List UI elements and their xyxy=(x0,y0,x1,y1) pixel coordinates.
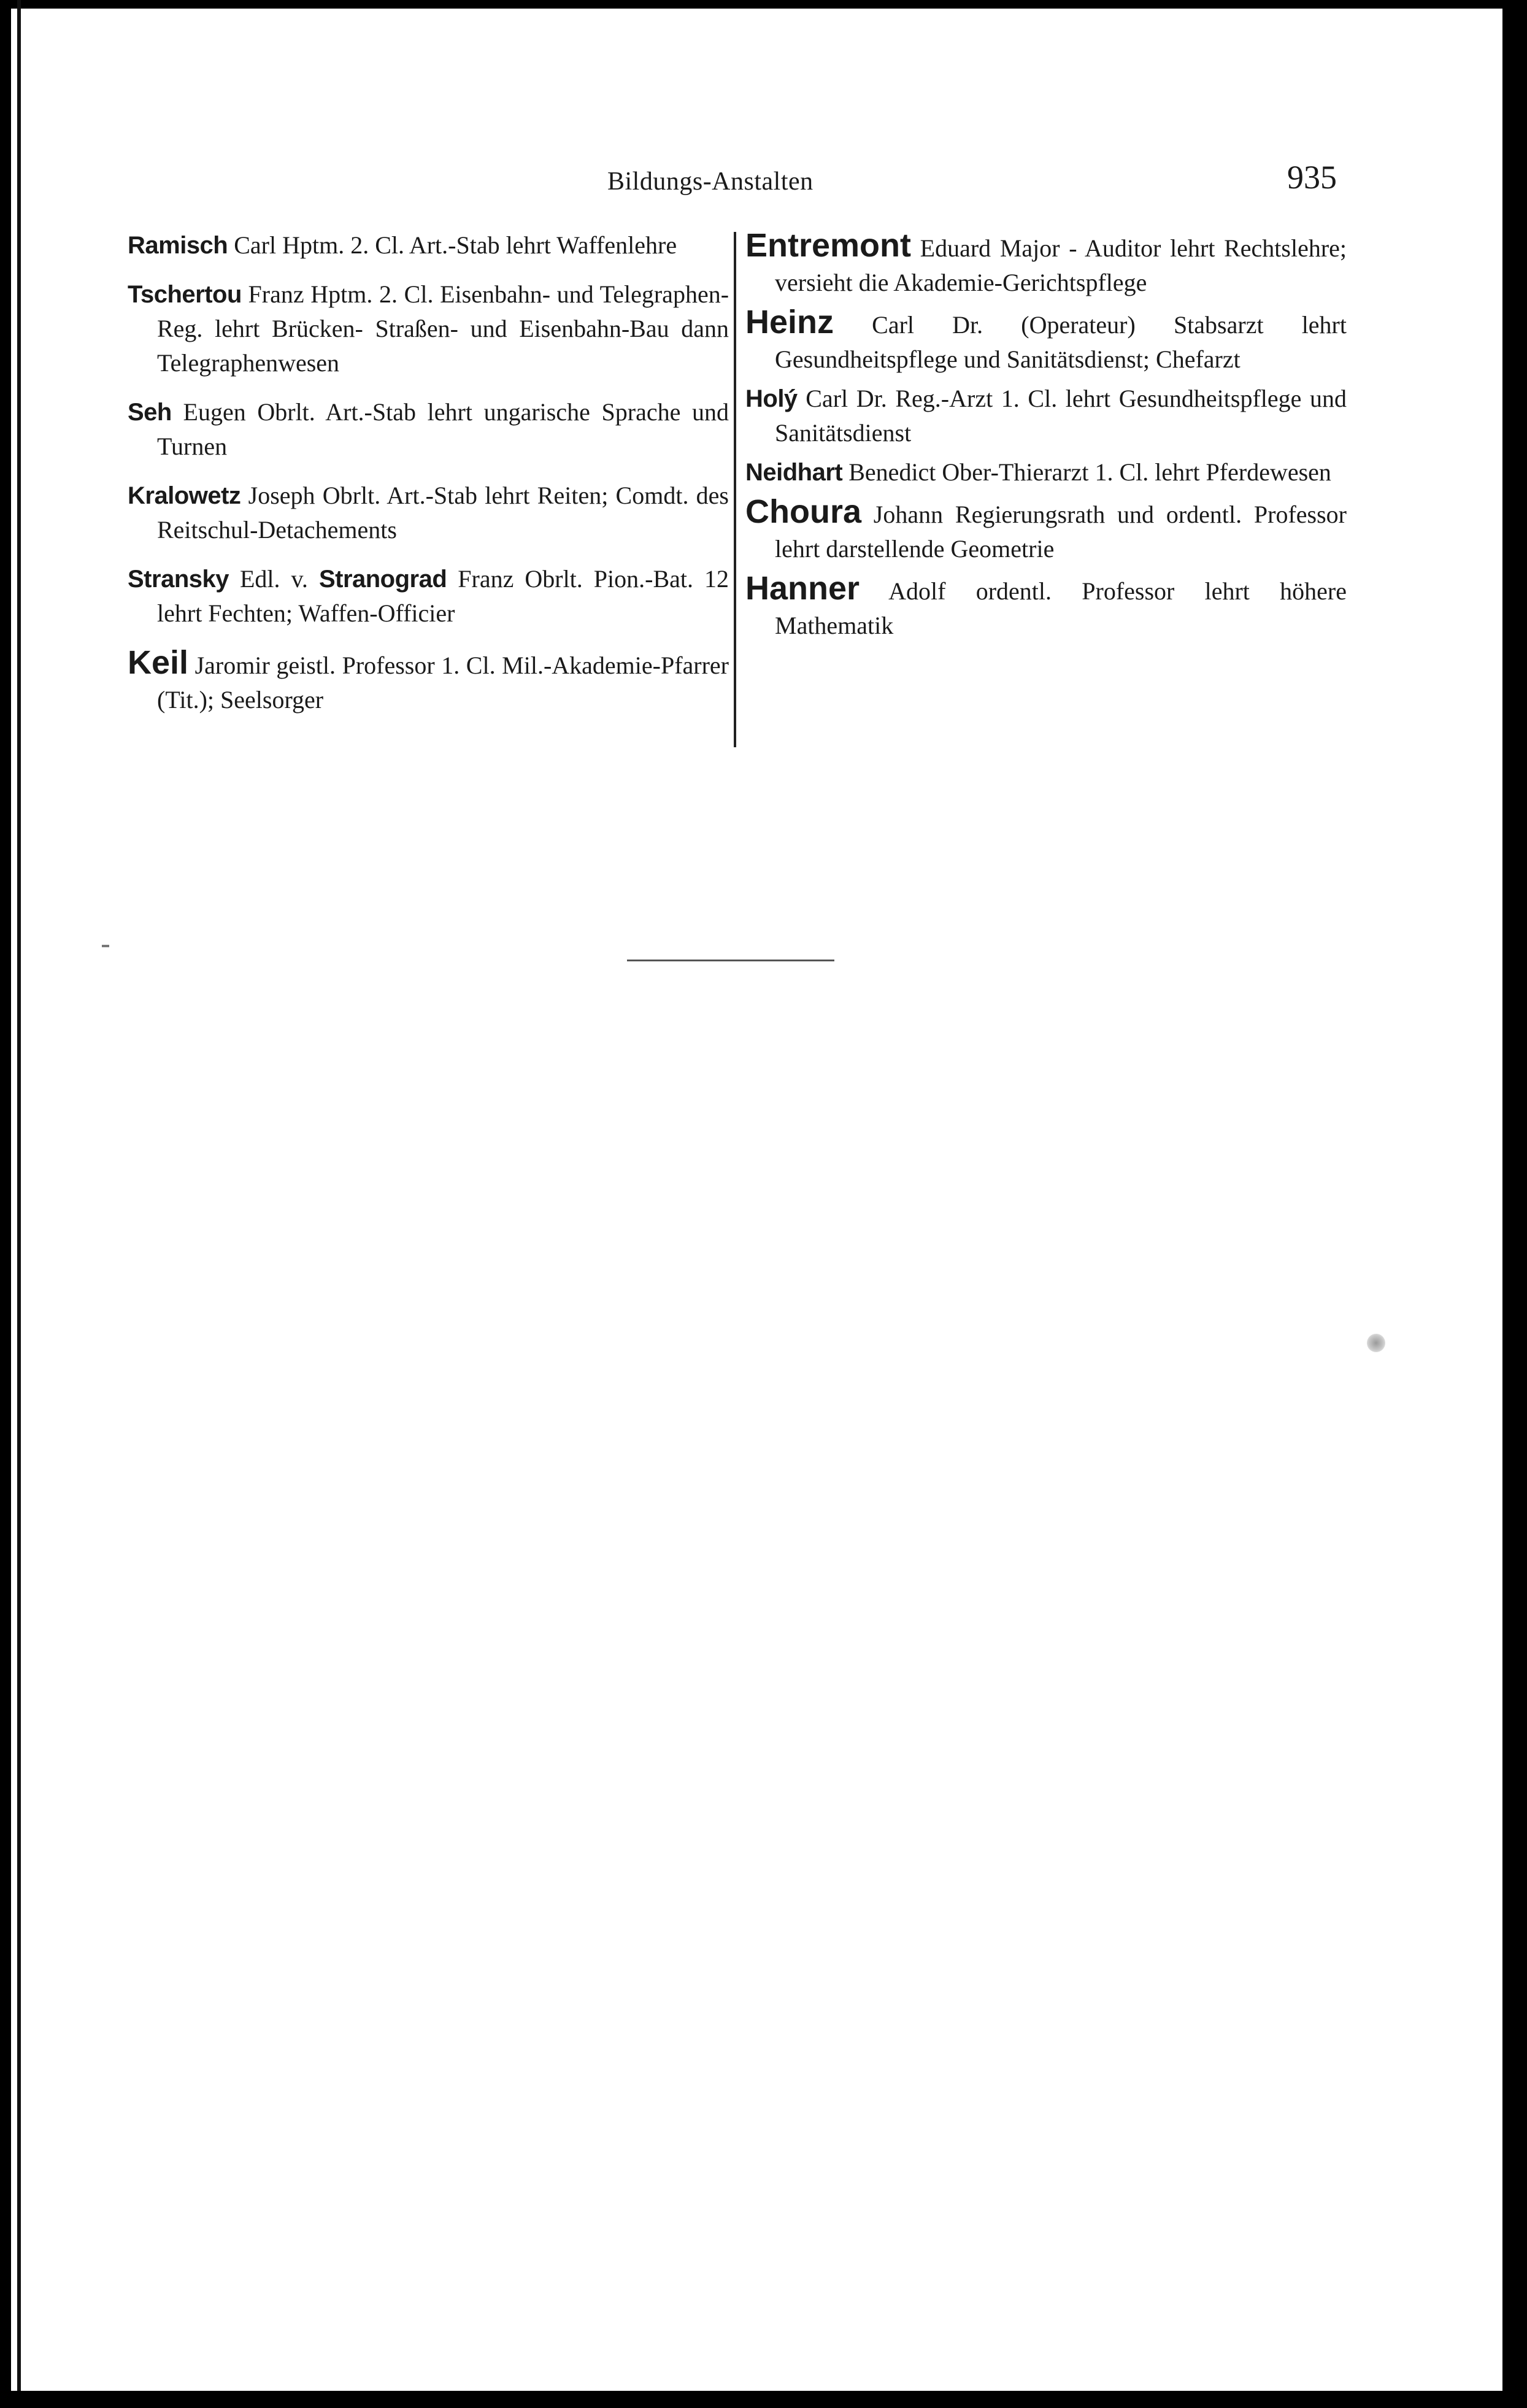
scan-border-left xyxy=(0,0,11,2408)
entry-seh xyxy=(128,395,729,464)
entry-text: Adolf ordentl. Professor lehrt höhere Mathematik xyxy=(775,577,1347,639)
entry-hanner xyxy=(745,571,1347,643)
entry-name: Choura xyxy=(745,493,861,530)
entry-text: Benedict Ober-Thierarzt 1. Cl. lehrt Pferdewesen xyxy=(848,458,1331,486)
entry-name: Heinz xyxy=(745,304,834,340)
entry-name: Neidhart xyxy=(745,459,843,486)
left-column xyxy=(128,228,729,732)
entry-text: Joseph Obrlt. Art.-Stab lehrt Reiten; Comdt. des Reitschul-Detachements xyxy=(157,482,729,544)
entry-entremont xyxy=(745,228,1347,300)
entry-text: Carl Hptm. 2. Cl. Art.-Stab lehrt Waffenlehre xyxy=(234,231,677,259)
entry-text: Franz Hptm. 2. Cl. Eisenbahn- und Telegraphen-Reg. lehrt Brücken- Straßen- und Eisenbahn-Bau dann Telegraphenwesen xyxy=(157,280,729,377)
entry-text: Carl Dr. (Operateur) Stabsarzt lehrt Gesundheitspflege und Sanitätsdienst; Chefarzt xyxy=(775,311,1347,373)
entry-name: Entremont xyxy=(745,227,911,264)
entry-ramisch xyxy=(128,228,729,263)
scan-smudge xyxy=(1367,1334,1385,1352)
entry-neidhart xyxy=(745,455,1347,490)
entry-name: Keil xyxy=(128,644,189,681)
entry-name: Seh xyxy=(128,399,172,426)
entry-name: Tschertou xyxy=(128,281,242,308)
entry-keil xyxy=(128,645,729,717)
margin-mark xyxy=(102,945,109,947)
entry-name: Holý xyxy=(745,385,798,412)
scan-border-bottom xyxy=(0,2391,1527,2408)
entry-text: Eugen Obrlt. Art.-Stab lehrt ungarische Sprache und Turnen xyxy=(157,398,729,460)
page-number: 935 xyxy=(1287,159,1337,196)
entry-name: Hanner xyxy=(745,570,860,607)
entry-name: Kralowetz xyxy=(128,482,241,509)
column-divider xyxy=(734,232,736,747)
entry-kralowetz xyxy=(128,479,729,547)
entry-text: Eduard Major - Auditor lehrt Rechtslehre; versieht die Akademie-Gerichtspflege xyxy=(775,234,1347,296)
running-head: Bildungs-Anstalten xyxy=(607,167,814,196)
section-end-rule xyxy=(627,960,834,961)
entry-name-second: Stranograd xyxy=(318,566,447,593)
entry-name: Stransky xyxy=(128,566,229,593)
entry-text: Johann Regierungsrath und ordentl. Professor lehrt darstellende Geometrie xyxy=(775,501,1347,563)
entry-heinz xyxy=(745,305,1347,377)
entry-holy xyxy=(745,382,1347,450)
scan-border-left-inner xyxy=(17,0,21,2408)
entry-stransky xyxy=(128,562,729,631)
entry-tschertou xyxy=(128,277,729,380)
scan-border-right xyxy=(1502,0,1527,2408)
entry-text: Jaromir geistl. Professor 1. Cl. Mil.-Akademie-Pfarrer (Tit.); Seelsorger xyxy=(157,652,729,714)
entry-text-second: Franz Obrlt. Pion.-Bat. 12 lehrt Fechten; Waffen-Officier xyxy=(157,565,729,627)
entry-text: Carl Dr. Reg.-Arzt 1. Cl. lehrt Gesundheitspflege und Sanitätsdienst xyxy=(775,385,1347,447)
entry-text: Edl. v. xyxy=(239,565,308,593)
entry-choura xyxy=(745,494,1347,566)
right-column xyxy=(745,228,1347,648)
scan-border-top xyxy=(0,0,1527,9)
entry-name: Ramisch xyxy=(128,232,228,259)
